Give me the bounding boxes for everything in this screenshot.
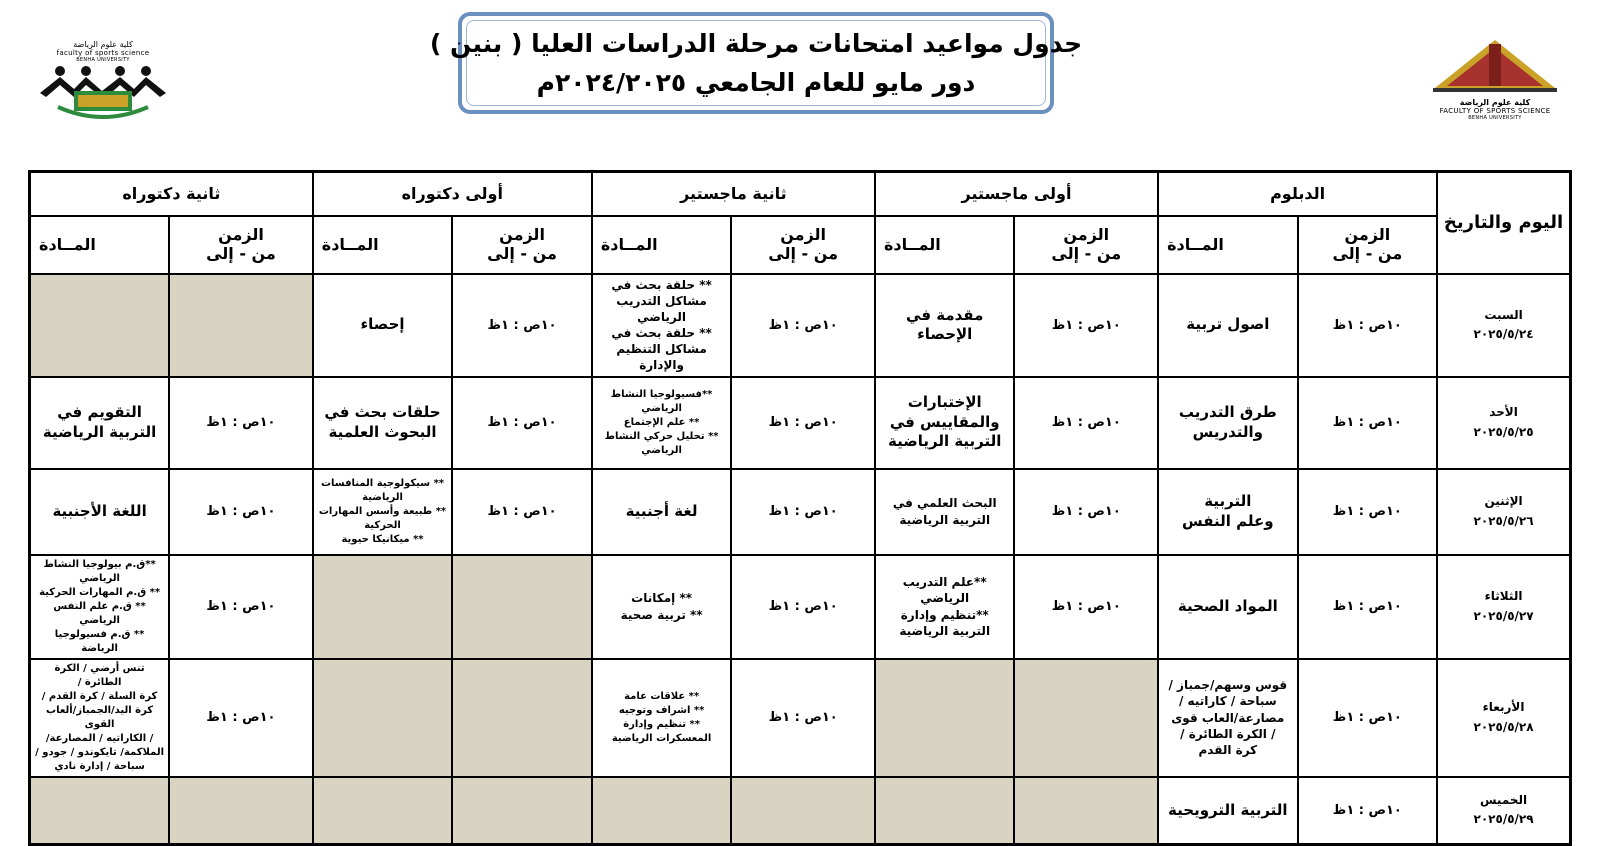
pyramid-emblem-icon: [1425, 38, 1565, 94]
subject-line: الإختبارات: [907, 393, 982, 412]
subject-line: اصول تربية: [1186, 315, 1270, 334]
exam-date: ٢٠٢٥/٥/٢٨: [1473, 719, 1534, 734]
day-date-cell: [1437, 377, 1570, 469]
subject-cell: [30, 274, 170, 377]
subject-line: كرة اليد/الجمباز/ألعاب القوى: [46, 704, 154, 730]
subject-cell: [875, 274, 1015, 377]
subject-line: / الكرة الطائرة /: [1180, 726, 1276, 741]
subject-line: المعسكرات الرياضية: [611, 732, 712, 744]
subject-cell: [313, 777, 453, 845]
subject-cell: [30, 777, 170, 845]
subject-line: التقويم في التربية الرياضية: [42, 403, 157, 441]
time-header-range: من - إلى: [1332, 243, 1403, 263]
subject-line: **فسيولوجيا النشاط الرياضي: [610, 388, 713, 414]
time-cell: ١٠ص : ١ظ: [1298, 469, 1438, 555]
subject-line: ** ق.م علم النفس الرياضي: [53, 600, 146, 626]
time-header-label: الزمن: [499, 225, 545, 245]
time-cell: [731, 777, 875, 845]
subject-cell: [313, 555, 453, 659]
exam-date: ٢٠٢٥/٥/٢٧: [1473, 608, 1534, 623]
day-name: الثلاثاء: [1484, 589, 1523, 604]
subject-line: ** ميكانيكا حيوية: [341, 533, 424, 545]
subject-cell: [313, 274, 453, 377]
subject-cell: [875, 377, 1015, 469]
time-cell: [169, 777, 313, 845]
subject-line: مقدمة في الإحصاء: [906, 305, 984, 344]
subject-cell: [592, 659, 732, 777]
day-date-cell: [1437, 555, 1570, 659]
day-name: الخميس: [1479, 793, 1528, 808]
time-header-range: من - إلى: [768, 243, 839, 263]
subject-line: اللغة الأجنبية: [52, 501, 147, 520]
group-header-row: [30, 172, 1571, 216]
time-cell: [1014, 659, 1158, 777]
sub-header-row: [30, 216, 1571, 274]
time-cell: ١٠ص : ١ظ: [169, 555, 313, 659]
time-header-range: من - إلى: [206, 243, 276, 263]
day-date-cell: [1437, 777, 1570, 845]
group-header-phd-1: أولى دكتوراه: [313, 172, 592, 216]
subject-line: **علم التدريب الرياضي: [902, 575, 987, 606]
subject-line: والمقاييس في: [889, 412, 1000, 431]
time-cell: [452, 777, 592, 845]
time-cell: ١٠ص : ١ظ: [731, 469, 875, 555]
subject-cell: [592, 469, 732, 555]
time-cell: ١٠ص : ١ظ: [452, 469, 592, 555]
subject-line: التربية: [1204, 492, 1252, 511]
time-cell: [169, 274, 313, 377]
time-header: [169, 216, 313, 274]
subject-line: التربية الرياضية: [888, 432, 1002, 451]
subject-line: ** حلقة بحث في مشاكل التدريب الرياضي: [611, 277, 712, 324]
subject-cell: [592, 274, 732, 377]
time-cell: ١٠ص : ١ظ: [452, 377, 592, 469]
time-header: [1014, 216, 1158, 274]
day-date-cell: [1437, 274, 1570, 377]
subject-cell: [313, 659, 453, 777]
subject-cell: [30, 469, 170, 555]
day-date-cell: [1437, 659, 1570, 777]
subject-header: المــادة: [592, 216, 732, 274]
subject-line: وعلم النفس: [1182, 511, 1274, 530]
table-row: [30, 469, 1571, 555]
day-name: الأربعاء: [1482, 700, 1525, 715]
title-inner: [429, 20, 1083, 106]
exam-date: ٢٠٢٥/٥/٢٦: [1473, 513, 1534, 528]
time-header: [452, 216, 592, 274]
time-cell: ١٠ص : ١ظ: [1014, 274, 1158, 377]
faculty-logo-left: [38, 40, 168, 130]
subject-line: كرة السلة / كرة القدم /: [41, 690, 158, 702]
exam-date: ٢٠٢٥/٥/٢٤: [1473, 327, 1534, 342]
time-cell: ١٠ص : ١ظ: [1298, 659, 1438, 777]
subject-cell: [30, 555, 170, 659]
time-cell: ١٠ص : ١ظ: [1014, 377, 1158, 469]
subject-line: ** ق.م المهارات الحركية: [39, 586, 161, 598]
logo-left-arabic: كلية علوم الرياضة: [73, 40, 133, 49]
time-cell: ١٠ص : ١ظ: [731, 659, 875, 777]
subject-line: التربية الرياضية: [899, 512, 991, 527]
time-header: [731, 216, 875, 274]
time-header-label: الزمن: [780, 225, 827, 245]
athletes-emblem-icon: [38, 63, 168, 123]
subject-cell: [30, 659, 170, 777]
subject-cell: [1158, 555, 1298, 659]
subject-cell: [313, 469, 453, 555]
subject-cell: [1158, 274, 1298, 377]
subject-line: ** علاقات عامة: [624, 690, 700, 702]
faculty-logo-right: [1425, 38, 1565, 126]
subject-cell: [1158, 777, 1298, 845]
page-title: جدول مواعيد امتحانات مرحلة الدراسات العليا ( بنين ): [429, 29, 1083, 58]
group-header-masters-2: ثانية ماجستير: [592, 172, 875, 216]
subject-line: البحث العلمي في: [892, 496, 997, 511]
subject-line: التربية الترويحية: [1168, 800, 1288, 819]
subject-line: كرة القدم: [1198, 742, 1258, 757]
subject-line: قوس وسهم/جمباز /: [1168, 678, 1288, 693]
time-cell: ١٠ص : ١ظ: [731, 274, 875, 377]
group-header-phd-2: ثانية دكتوراه: [30, 172, 313, 216]
subject-cell: [313, 377, 453, 469]
page-subtitle: دور مايو للعام الجامعي ٢٠٢٤/٢٠٢٥م: [536, 68, 976, 97]
time-cell: ١٠ص : ١ظ: [1014, 469, 1158, 555]
day-name: السبت: [1484, 307, 1523, 322]
subject-cell: [592, 555, 732, 659]
subject-line: سباحة / كاراتيه /: [1179, 694, 1277, 709]
time-header-range: من - إلى: [1051, 243, 1122, 263]
subject-line: حلقات بحث في البحوث العلمية: [324, 403, 441, 441]
subject-line: ** تربية صحية: [620, 607, 703, 622]
table-row: [30, 777, 1571, 845]
logo-right-arabic: كلية علوم الرياضة: [1459, 98, 1531, 107]
group-header-masters-1: أولى ماجستير: [875, 172, 1158, 216]
subject-cell: [875, 469, 1015, 555]
time-cell: ١٠ص : ١ظ: [731, 377, 875, 469]
subject-line: **تنظيم وإدارة التربية الرياضية: [899, 607, 991, 638]
subject-header: المــادة: [313, 216, 453, 274]
subject-cell: [30, 377, 170, 469]
group-header-diploma: الدبلوم: [1158, 172, 1437, 216]
subject-line: ** اشراف وتوجيه: [618, 704, 705, 716]
time-header-label: الزمن: [1063, 225, 1110, 245]
subject-line: الملاكمة/ تايكوندو / جودو /: [35, 746, 165, 758]
subject-line: ** ق.م فسيولوجيا الرياضة: [54, 628, 145, 654]
day-date-header: اليوم والتاريخ: [1437, 172, 1570, 274]
day-name: الأحد: [1489, 405, 1518, 420]
subject-header: المــادة: [30, 216, 170, 274]
table-row: [30, 274, 1571, 377]
time-cell: [452, 659, 592, 777]
subject-line: / الكاراتيه / المصارعة/: [45, 732, 154, 744]
subject-line: ** تنظيم وإدارة: [623, 718, 700, 730]
subject-line: **ق.م بيولوجيا النشاط الرياضي: [43, 558, 156, 584]
time-cell: ١٠ص : ١ظ: [1298, 555, 1438, 659]
exam-schedule-table: [28, 170, 1572, 846]
subject-cell: [592, 377, 732, 469]
table-row: [30, 555, 1571, 659]
subject-line: لغة أجنبية: [625, 501, 698, 520]
subject-line: ** علم الإجتماع: [623, 416, 700, 428]
subject-cell: [1158, 377, 1298, 469]
time-cell: ١٠ص : ١ظ: [1298, 777, 1438, 845]
subject-header: المــادة: [875, 216, 1015, 274]
subject-header: المــادة: [1158, 216, 1298, 274]
subject-cell: [875, 777, 1015, 845]
exam-date: ٢٠٢٥/٥/٢٩: [1473, 812, 1534, 827]
subject-line: سباحة / إدارة نادي: [54, 760, 145, 772]
subject-line: مصارعة/العاب قوى: [1171, 710, 1285, 725]
time-cell: ١٠ص : ١ظ: [169, 377, 313, 469]
time-cell: ١٠ص : ١ظ: [731, 555, 875, 659]
logo-right-english: FACULTY OF SPORTS SCIENCE: [1439, 107, 1551, 115]
time-cell: [1014, 777, 1158, 845]
subject-line: طرق التدريب: [1178, 403, 1277, 422]
title-box: [429, 12, 1083, 114]
subject-cell: [1158, 469, 1298, 555]
subject-line: تنس أرضي / الكرة الطائرة /: [54, 662, 145, 688]
time-header-label: الزمن: [1344, 225, 1391, 245]
table-row: [30, 377, 1571, 469]
logo-right-university: BENHA UNIVERSITY: [1468, 115, 1522, 121]
logo-left-english: faculty of sports science: [56, 49, 150, 57]
logo-left-university: BENHA UNIVERSITY: [76, 57, 130, 63]
time-cell: ١٠ص : ١ظ: [1298, 274, 1438, 377]
subject-line: ** حلقة بحث في مشاكل التنظيم والإدارة: [611, 326, 712, 373]
subject-line: المواد الصحية: [1177, 596, 1278, 615]
time-cell: ١٠ص : ١ظ: [1014, 555, 1158, 659]
subject-cell: [1158, 659, 1298, 777]
subject-line: إحصاء: [360, 315, 405, 334]
time-cell: [452, 555, 592, 659]
subject-line: ** طبيعة وأسس المهارات الحركية: [318, 505, 447, 531]
subject-line: والتدريس: [1192, 422, 1263, 441]
exam-date: ٢٠٢٥/٥/٢٥: [1473, 424, 1534, 439]
subject-line: ** تحليل حركي النشاط الرياضي: [604, 430, 719, 456]
subject-line: ** سيكولوجية المنافسات الرياضية: [320, 477, 445, 503]
table-row: [30, 659, 1571, 777]
subject-line: ** إمكانات: [631, 591, 692, 606]
subject-cell: [592, 777, 732, 845]
subject-cell: [875, 555, 1015, 659]
time-cell: ١٠ص : ١ظ: [1298, 377, 1438, 469]
time-cell: ١٠ص : ١ظ: [452, 274, 592, 377]
time-header-range: من - إلى: [487, 243, 557, 263]
subject-cell: [875, 659, 1015, 777]
time-cell: ١٠ص : ١ظ: [169, 659, 313, 777]
time-cell: ١٠ص : ١ظ: [169, 469, 313, 555]
day-date-cell: [1437, 469, 1570, 555]
time-header: [1298, 216, 1438, 274]
day-name: الإثنين: [1484, 494, 1523, 509]
time-header-label: الزمن: [218, 225, 264, 245]
